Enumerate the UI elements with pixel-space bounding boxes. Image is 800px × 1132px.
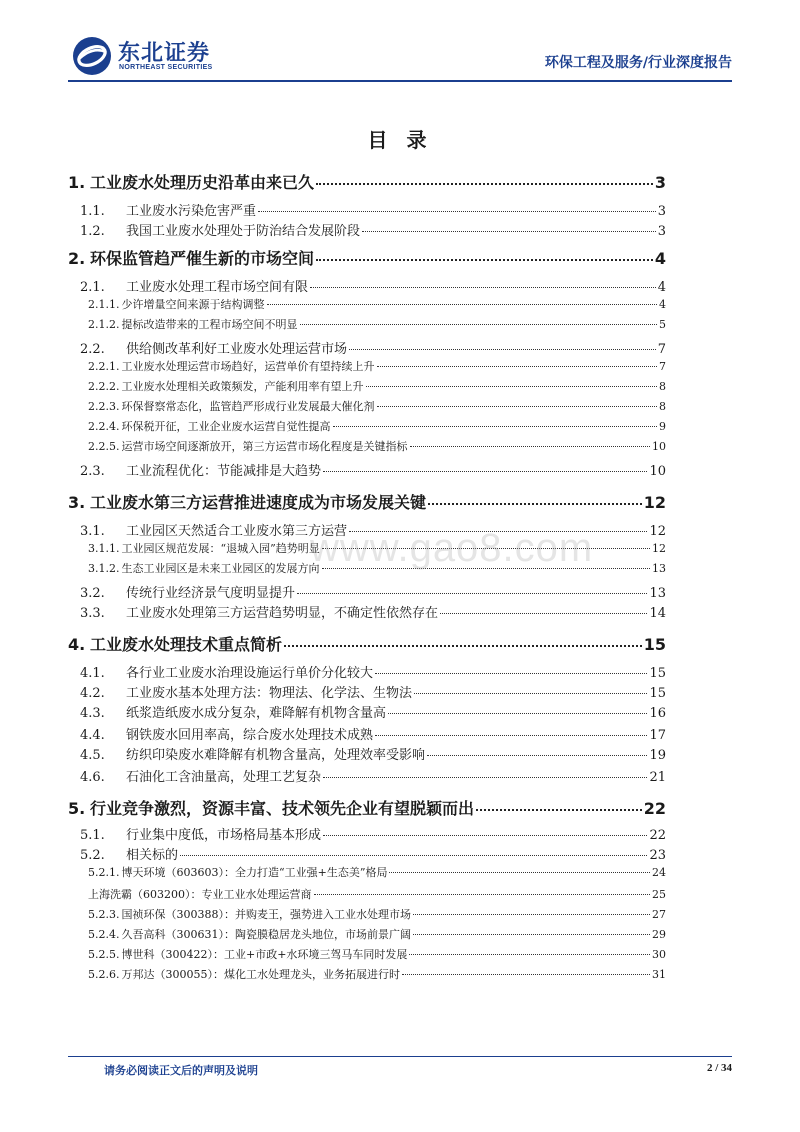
toc-entry-title: 工业废水处理第三方运营趋势明显，不确定性依然存在 xyxy=(126,606,439,621)
toc-entry-page: 7 xyxy=(659,360,666,373)
watermark: www.gao8.com xyxy=(310,526,594,570)
toc-entry-title: 万邦达（300055）：煤化工水处理龙头，业务拓展进行时 xyxy=(121,968,400,981)
toc-entry-page: 24 xyxy=(652,866,666,879)
toc-entry-number: 3.3. xyxy=(80,606,105,621)
toc-leader-dots xyxy=(427,755,647,756)
toc-entry-page: 13 xyxy=(649,586,666,601)
toc-entry-number: 5.2.1. xyxy=(88,866,120,879)
toc-entry-page: 10 xyxy=(649,464,666,479)
toc-entry-number: 2.3. xyxy=(80,464,105,479)
toc-entry-number: 1.2. xyxy=(80,224,105,239)
toc-entry[interactable] xyxy=(68,460,666,479)
toc-entry-title: 行业竞争激烈，资源丰富、技术领先企业有望脱颖而出 xyxy=(90,799,475,818)
toc-entry-title: 生态工业园区是未来工业园区的发展方向 xyxy=(121,562,320,575)
toc-leader-dots xyxy=(180,855,647,856)
toc-entry-number: 2.2.5. xyxy=(88,440,120,453)
toc-leader-dots xyxy=(267,304,658,305)
toc-entry-page: 22 xyxy=(643,799,666,818)
toc-entry-title: 各行业工业废水治理设施运行单价分化较大 xyxy=(126,666,374,681)
toc-leader-dots xyxy=(413,934,650,935)
toc-entry[interactable] xyxy=(68,766,666,785)
toc-entry-number: 5.1. xyxy=(80,828,105,843)
toc-entry-page: 19 xyxy=(649,748,666,763)
report-type: 环保工程及服务/行业深度报告 xyxy=(544,55,732,71)
toc-entry-number: 3.1. xyxy=(80,524,105,539)
toc-entry-number: 2. xyxy=(68,249,86,268)
toc-entry[interactable] xyxy=(68,702,666,721)
toc-entry[interactable] xyxy=(68,886,666,902)
toc-entry-page: 4 xyxy=(654,249,666,268)
toc-leader-dots xyxy=(389,872,650,873)
toc-leader-dots xyxy=(258,211,656,212)
toc-entry-title: 工业流程优化：节能减排是大趋势 xyxy=(126,464,322,479)
toc-entry-number: 3.2. xyxy=(80,586,105,601)
toc-entry-title: 环保税开征，工业企业废水运营自觉性提高 xyxy=(121,420,331,433)
toc-entry-page: 12 xyxy=(643,493,666,512)
logo-english-name: NORTHEAST SECURITIES xyxy=(119,64,213,71)
toc-entry-page: 3 xyxy=(657,204,666,219)
toc-entry-number: 2.2.2. xyxy=(88,380,120,393)
company-logo xyxy=(70,34,250,78)
toc-entry-title: 相关标的 xyxy=(126,848,179,863)
toc-entry[interactable] xyxy=(68,246,666,269)
toc-entry-title: 工业废水基本处理方法：物理法、化学法、生物法 xyxy=(126,686,413,701)
toc-entry-title: 工业园区规范发展：“退城入园”趋势明显 xyxy=(121,542,320,555)
toc-entry[interactable] xyxy=(68,946,666,962)
toc-entry-number: 5.2.4. xyxy=(88,928,120,941)
toc-leader-dots xyxy=(323,777,647,778)
toc-entry-page: 31 xyxy=(652,968,666,981)
toc-entry-title: 久吾高科（300631）：陶瓷膜稳居龙头地位，市场前景广阔 xyxy=(121,928,411,941)
toc-entry-number: 2.2.4. xyxy=(88,420,120,433)
toc-leader-dots xyxy=(428,503,642,505)
toc-entry-title: 博天环境（603603）：全力打造“工业强+生态美”格局 xyxy=(121,866,388,879)
toc-entry-title: 纺织印染废水难降解有机物含量高，处理效率受影响 xyxy=(126,748,426,763)
toc-entry-title: 钢铁废水回用率高，综合废水处理技术成熟 xyxy=(126,728,374,743)
toc-entry-title: 工业废水处理运营市场趋好，运营单价有望持续上升 xyxy=(121,360,375,373)
toc-entry-number: 5.2.5. xyxy=(88,948,120,961)
toc-entry[interactable] xyxy=(68,438,666,454)
toc-entry-number: 2.2.3. xyxy=(88,400,120,413)
toc-entry[interactable] xyxy=(68,602,666,621)
toc-entry-title: 上海洗霸（603200）：专业工业水处理运营商 xyxy=(88,888,312,901)
toc-entry-page: 4 xyxy=(657,280,666,295)
toc-entry-page: 30 xyxy=(652,948,666,961)
toc-leader-dots xyxy=(362,231,656,232)
toc-entry-number: 3.1.2. xyxy=(88,562,120,575)
toc-leader-dots xyxy=(323,471,647,472)
toc-entry[interactable] xyxy=(68,744,666,763)
toc-entry-page: 17 xyxy=(649,728,666,743)
toc-leader-dots xyxy=(316,259,653,261)
toc-entry-number: 3.1.1. xyxy=(88,542,120,555)
toc-entry-number: 5.2. xyxy=(80,848,105,863)
toc-entry-page: 29 xyxy=(652,928,666,941)
toc-entry-page: 16 xyxy=(649,706,666,721)
toc-entry-title: 工业废水处理历史沿革由来已久 xyxy=(90,173,315,192)
toc-leader-dots xyxy=(297,593,647,594)
toc-entry[interactable] xyxy=(68,906,666,922)
toc-entry-number: 2.1.1. xyxy=(88,298,120,311)
toc-leader-dots xyxy=(284,645,642,647)
toc-entry[interactable] xyxy=(68,582,666,601)
toc-entry-page: 5 xyxy=(659,318,666,331)
toc-entry-title: 工业废水处理相关政策频发，产能利用率有望上升 xyxy=(121,380,364,393)
toc-entry-title: 博世科（300422）：工业+市政+水环境三驾马车同时发展 xyxy=(121,948,408,961)
toc-entry[interactable] xyxy=(68,316,666,332)
toc-leader-dots xyxy=(440,613,647,614)
toc-entry-title: 我国工业废水处理处于防治结合发展阶段 xyxy=(126,224,361,239)
toc-entry[interactable] xyxy=(68,864,666,880)
toc-entry[interactable] xyxy=(68,796,666,819)
toc-leader-dots xyxy=(366,386,658,387)
toc-entry[interactable] xyxy=(68,338,666,357)
toc-entry-page: 27 xyxy=(652,908,666,921)
toc-entry-number: 5. xyxy=(68,799,86,818)
toc-entry-page: 9 xyxy=(659,420,666,433)
toc-entry-number: 4.4. xyxy=(80,728,105,743)
toc-entry-title: 环保督察常态化，监管趋严形成行业发展最大催化剂 xyxy=(121,400,375,413)
toc-entry[interactable] xyxy=(68,844,666,863)
toc-leader-dots xyxy=(349,349,656,350)
toc-title: 目 录 xyxy=(367,128,433,152)
toc-entry-number: 2.1.2. xyxy=(88,318,120,331)
toc-leader-dots xyxy=(409,954,650,955)
toc-entry-page: 12 xyxy=(649,524,666,539)
toc-entry-page: 23 xyxy=(649,848,666,863)
toc-entry[interactable] xyxy=(68,824,666,843)
toc-entry[interactable] xyxy=(68,682,666,701)
toc-entry-title: 工业园区天然适合工业废水第三方运营 xyxy=(126,524,348,539)
toc-entry-page: 22 xyxy=(649,828,666,843)
toc-entry-page: 15 xyxy=(649,686,666,701)
toc-entry-title: 石油化工含油量高，处理工艺复杂 xyxy=(126,770,322,785)
toc-entry-title: 工业废水处理技术重点简析 xyxy=(90,635,283,654)
toc-entry-title: 纸浆造纸废水成分复杂，难降解有机物含量高 xyxy=(126,706,387,721)
toc-entry-number: 4.6. xyxy=(80,770,105,785)
toc-entry-number: 4.3. xyxy=(80,706,105,721)
toc-entry-title: 工业废水污染危害严重 xyxy=(126,204,257,219)
toc-entry-title: 环保监管趋严催生新的市场空间 xyxy=(90,249,315,268)
toc-leader-dots xyxy=(377,366,658,367)
toc-entry-page: 14 xyxy=(649,606,666,621)
toc-entry-title: 运营市场空间逐渐放开，第三方运营市场化程度是关键指标 xyxy=(121,440,408,453)
toc-entry[interactable] xyxy=(68,170,666,193)
toc-entry-page: 4 xyxy=(659,298,666,311)
toc-entry-number: 1.1. xyxy=(80,204,105,219)
toc-entry-page: 3 xyxy=(657,224,666,239)
toc-entry-page: 15 xyxy=(643,635,666,654)
toc-entry[interactable] xyxy=(68,200,666,219)
toc-entry-title: 传统行业经济景气度明显提升 xyxy=(126,586,296,601)
logo-chinese-name: 东北证券 xyxy=(118,41,211,66)
toc-entry-number: 4.5. xyxy=(80,748,105,763)
toc-entry[interactable] xyxy=(68,724,666,743)
toc-leader-dots xyxy=(414,693,647,694)
toc-entry-number: 4. xyxy=(68,635,86,654)
header-divider xyxy=(68,80,732,82)
toc-leader-dots xyxy=(377,406,658,407)
toc-entry-title: 提标改造带来的工程市场空间不明显 xyxy=(121,318,298,331)
toc-leader-dots xyxy=(413,914,650,915)
toc-entry-title: 供给侧改革利好工业废水处理运营市场 xyxy=(126,342,348,357)
toc-entry-title: 国祯环保（300388）：并购麦王，强势进入工业水处理市场 xyxy=(121,908,411,921)
toc-leader-dots xyxy=(375,735,647,736)
toc-leader-dots xyxy=(388,713,647,714)
toc-entry-page: 3 xyxy=(654,173,666,192)
page-header xyxy=(0,0,800,90)
toc-entry[interactable] xyxy=(68,926,666,942)
toc-entry-title: 工业废水第三方运营推进速度成为市场发展关键 xyxy=(90,493,427,512)
toc-entry-page: 15 xyxy=(649,666,666,681)
toc-entry-title: 行业集中度低，市场格局基本形成 xyxy=(126,828,322,843)
toc-entry[interactable] xyxy=(68,220,666,239)
toc-entry[interactable] xyxy=(68,358,666,374)
toc-entry-number: 4.2. xyxy=(80,686,105,701)
toc-entry[interactable] xyxy=(68,378,666,394)
toc-entry[interactable] xyxy=(68,490,666,513)
toc-entry-title: 工业废水处理工程市场空间有限 xyxy=(126,280,309,295)
toc-leader-dots xyxy=(300,324,658,325)
toc-entry[interactable] xyxy=(68,632,666,655)
toc-entry-page: 13 xyxy=(652,562,666,575)
toc-entry-page: 8 xyxy=(659,380,666,393)
page-indicator: 2 / 34 xyxy=(706,1062,732,1074)
toc-entry[interactable] xyxy=(68,398,666,414)
toc-entry[interactable] xyxy=(68,418,666,434)
footer-disclaimer: 请务必阅读正文后的声明及说明 xyxy=(104,1064,258,1077)
toc-leader-dots xyxy=(375,673,647,674)
toc-leader-dots xyxy=(402,974,650,975)
toc-entry-number: 2.2.1. xyxy=(88,360,120,373)
toc-entry-number: 4.1. xyxy=(80,666,105,681)
toc-entry-number: 2.2. xyxy=(80,342,105,357)
toc-entry-page: 21 xyxy=(649,770,666,785)
toc-entry-number: 2.1. xyxy=(80,280,105,295)
toc-leader-dots xyxy=(410,446,651,447)
toc-entry-page: 8 xyxy=(659,400,666,413)
footer-divider xyxy=(68,1056,732,1057)
toc-entry-page: 7 xyxy=(657,342,666,357)
toc-entry-number: 5.2.6. xyxy=(88,968,120,981)
toc-entry-title: 少许增量空间来源于结构调整 xyxy=(121,298,265,311)
toc-entry-number: 3. xyxy=(68,493,86,512)
toc-leader-dots xyxy=(333,426,658,427)
toc-entry[interactable] xyxy=(68,276,666,295)
toc-entry[interactable] xyxy=(68,662,666,681)
toc-leader-dots xyxy=(476,809,642,811)
toc-leader-dots xyxy=(316,183,653,185)
toc-entry-page: 12 xyxy=(652,542,666,555)
toc-entry[interactable] xyxy=(68,296,666,312)
toc-entry-page: 25 xyxy=(652,888,666,901)
toc-leader-dots xyxy=(323,835,647,836)
logo-icon xyxy=(70,34,114,78)
toc-entry-number: 1. xyxy=(68,173,86,192)
toc-entry-page: 10 xyxy=(652,440,666,453)
toc-entry[interactable] xyxy=(68,966,666,982)
toc-leader-dots xyxy=(310,287,656,288)
toc-leader-dots xyxy=(314,894,651,895)
toc-entry-number: 5.2.3. xyxy=(88,908,120,921)
